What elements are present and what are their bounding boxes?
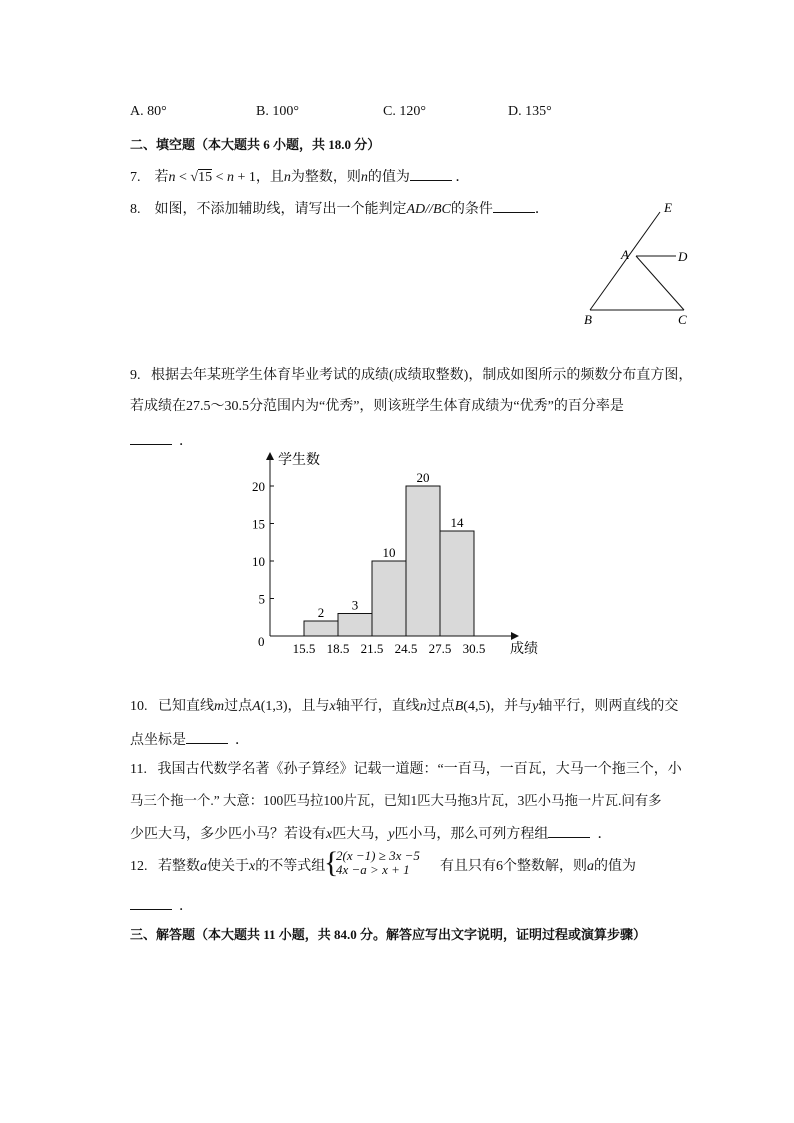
section3-heading: 三、解答题（本大题共 11 小题，共 84.0 分。解答应写出文字说明，证明过程或演算步骤） [130, 927, 647, 942]
label-c: C [678, 312, 687, 327]
answer-blank [130, 430, 172, 445]
question-9-line2: 若成绩在27.5～30.5分范围内为“优秀”，则该班学生体育成绩为“优秀”的百分率是 [130, 399, 624, 414]
label-e: E [664, 200, 672, 215]
inequality-2: 4x −a > x + 1 [336, 862, 410, 877]
geometry-figure [570, 196, 700, 330]
section2-heading: 二、填空题（本大题共 6 小题，共 18.0 分） [130, 137, 381, 152]
x-axis-label: 成绩 [510, 642, 538, 657]
question-12-tail: 有且只有6个整数解，则a的值为 [440, 859, 636, 874]
sqrt-symbol: √ [190, 170, 199, 185]
choice-c: C. 120° [383, 104, 426, 119]
x-tick-label: 30.5 [462, 641, 486, 656]
answer-blank [186, 729, 228, 744]
bar-value-label: 3 [351, 597, 359, 613]
y-tick-label: 15 [252, 516, 265, 532]
x-tick-label: 24.5 [394, 641, 418, 656]
inequality-1: 2(x −1) ≥ 3x −5 [336, 848, 420, 863]
answer-blank [493, 198, 535, 213]
answer-blank [548, 823, 590, 838]
q9-number: 9. [130, 368, 141, 383]
question-9-line1: 9. 根据去年某班学生体育毕业考试的成绩(成绩取整数)，制成如图所示的频数分布直方图， [130, 368, 693, 383]
question-11-line1: 11. 我国古代数学名著《孙子算经》记载一道题：“一百马，一百瓦，大马一个拖三个，小 [130, 762, 682, 777]
inequality-system [336, 849, 420, 877]
label-b: B [584, 312, 592, 327]
system-brace: { [324, 846, 339, 879]
histogram-bar [440, 531, 474, 636]
x-tick-label: 27.5 [428, 641, 452, 656]
y-tick-label: 20 [252, 479, 265, 494]
question-11-line3: 少匹大马，多少匹小马？若设有x匹大马，y匹小马，那么可列方程组 ． [130, 823, 611, 844]
q10-number: 10. [130, 699, 148, 714]
answer-blank [410, 166, 452, 181]
label-d: D [678, 249, 688, 264]
label-a: A [621, 247, 629, 262]
q7-number: 7. [130, 170, 141, 185]
segment-ac [636, 256, 684, 310]
bar-value-label: 14 [450, 515, 464, 530]
question-9-line3: ． [130, 430, 193, 451]
origin-label: 0 [258, 634, 265, 649]
choice-b: B. 100° [256, 104, 299, 119]
y-tick-label: 5 [258, 591, 265, 607]
q11-number: 11. [130, 762, 147, 777]
question-12-line2: ． [130, 895, 193, 916]
answer-blank [130, 895, 172, 910]
q12-number: 12. [130, 859, 148, 874]
bar-value-label: 20 [416, 470, 430, 485]
x-tick-label: 15.5 [292, 641, 316, 656]
question-8: 8. 如图，不添加辅助线，请写出一个能判定AD//BC的条件 ． [130, 198, 549, 219]
question-11-line2: 马三个拖一个.” 大意：100匹马拉100片瓦，已知1匹大马拖3片瓦，3匹小马拖一片瓦.问有多 [130, 793, 662, 808]
bar-value-label: 2 [317, 605, 325, 620]
x-tick-label: 21.5 [360, 641, 384, 656]
histogram-bar [338, 614, 372, 637]
y-axis-label: 学生数 [278, 453, 320, 468]
histogram-chart [240, 446, 560, 662]
question-10-line2: 点坐标是 ． [130, 729, 249, 750]
q8-number: 8. [130, 202, 141, 217]
question-7: 7. 若n < √15 < n + 1，且n为整数，则n的值为 ． [130, 166, 469, 187]
question-12: 12. 若整数a使关于x的不等式组 [130, 859, 326, 874]
x-tick-label: 18.5 [326, 641, 350, 656]
bar-value-label: 10 [382, 545, 396, 560]
question-10-line1: 10. 已知直线m过点A(1,3)，且与x轴平行，直线n过点B(4,5)，并与y轴平行，则两直线的交 [130, 699, 679, 714]
choice-d: D. 135° [508, 104, 552, 119]
histogram-bar [372, 561, 406, 636]
y-tick-label: 10 [252, 554, 265, 569]
radicand: 15 [198, 170, 213, 185]
choice-a: A. 80° [130, 104, 167, 119]
histogram-bar [406, 486, 440, 636]
histogram-bar [304, 621, 338, 636]
